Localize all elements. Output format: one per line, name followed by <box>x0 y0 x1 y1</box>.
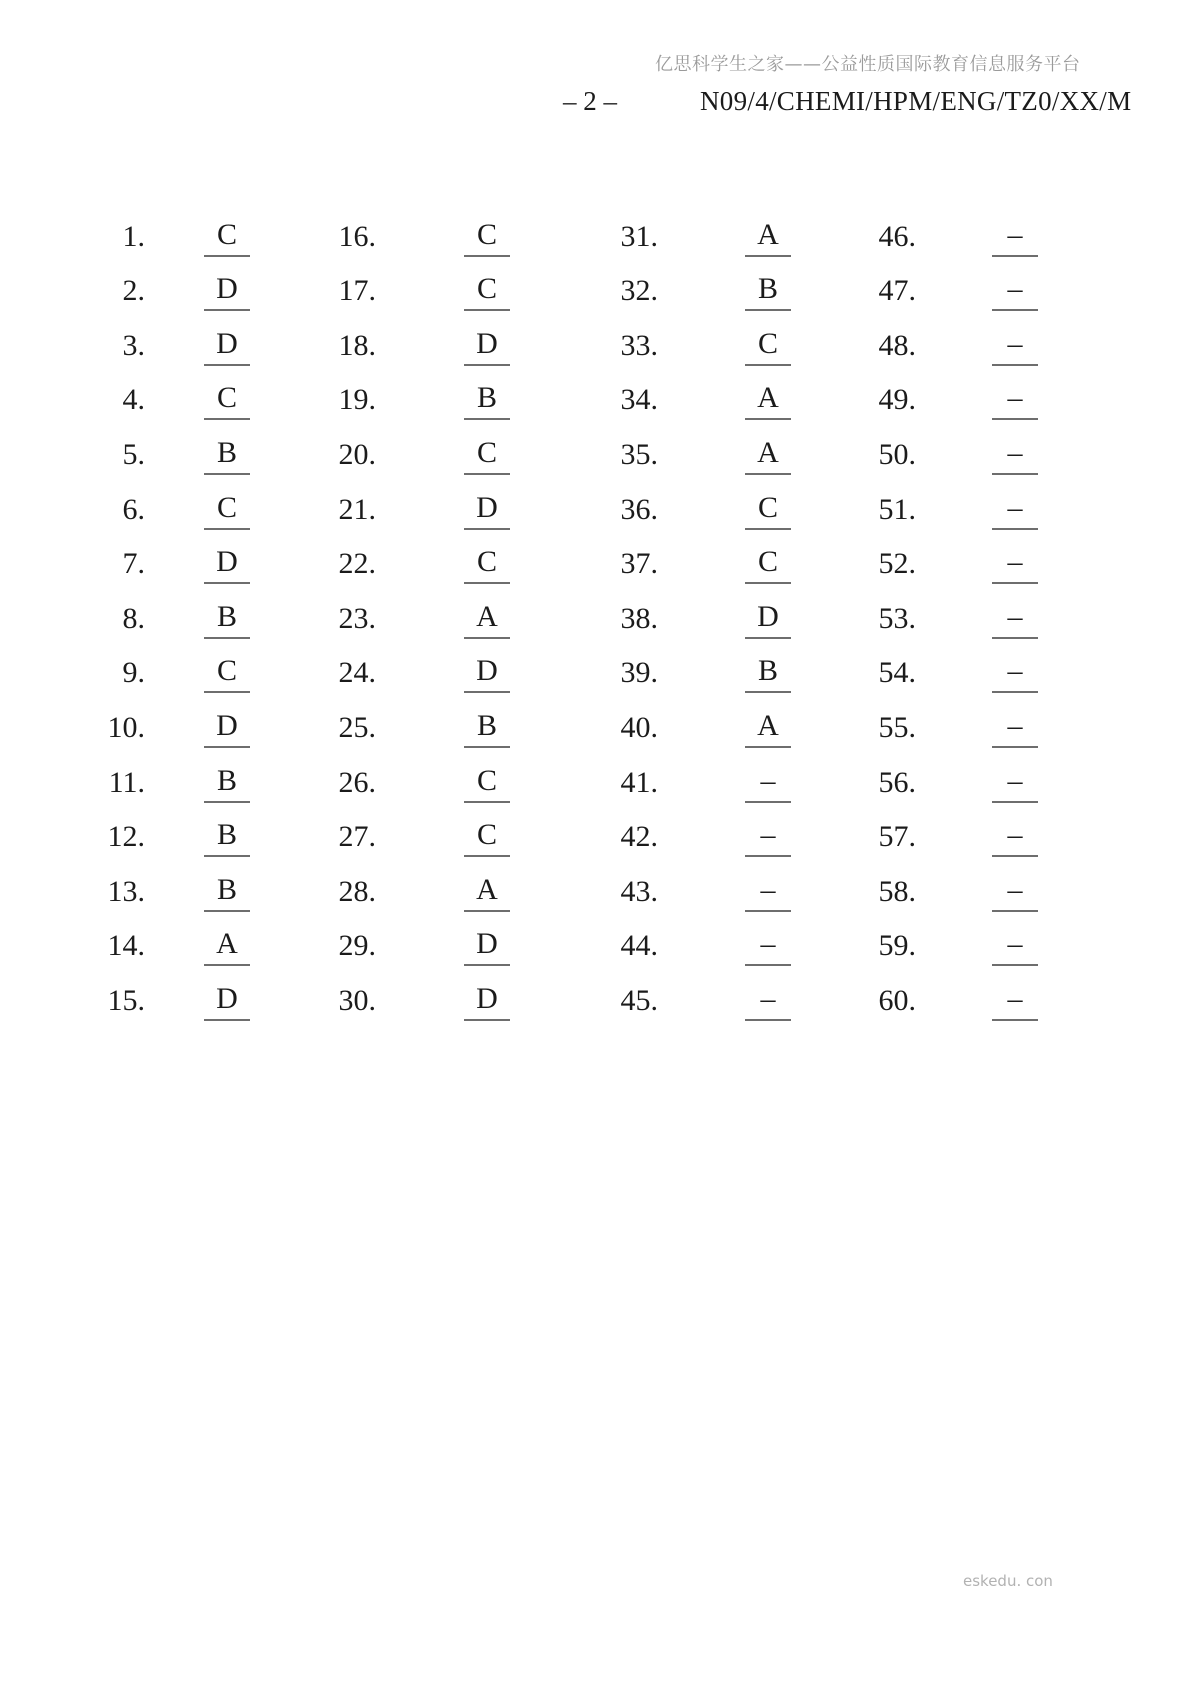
question-number: 52. <box>878 547 916 581</box>
answer-value: B <box>204 600 250 639</box>
answer-value: D <box>464 491 510 530</box>
answer-value: A <box>464 873 510 912</box>
answer-value: D <box>204 272 250 311</box>
answer-value: C <box>745 545 791 584</box>
question-number: 23. <box>338 601 376 635</box>
answer-value: A <box>745 709 791 748</box>
answer-blank: – <box>992 654 1038 693</box>
question-number: 59. <box>878 929 916 963</box>
question-number: 60. <box>878 983 916 1017</box>
answer-blank: – <box>992 491 1038 530</box>
question-number: 32. <box>620 274 658 308</box>
answer-blank: – <box>992 600 1038 639</box>
answer-blank: – <box>745 982 791 1021</box>
question-number: 42. <box>620 820 658 854</box>
answer-value: B <box>745 272 791 311</box>
site-banner: 亿思科学生之家——公益性质国际教育信息服务平台 <box>655 54 1081 75</box>
answer-value: D <box>204 709 250 748</box>
answer-value: B <box>464 381 510 420</box>
answer-value: D <box>464 327 510 366</box>
answer-blank: – <box>992 545 1038 584</box>
question-number: 45. <box>620 983 658 1017</box>
answer-value: D <box>204 327 250 366</box>
answer-value: A <box>464 600 510 639</box>
question-number: 40. <box>620 710 658 744</box>
answer-value: D <box>464 654 510 693</box>
question-number: 29. <box>338 929 376 963</box>
question-number: 17. <box>338 274 376 308</box>
answer-value: A <box>204 927 250 966</box>
answer-value: C <box>464 218 510 257</box>
answer-value: D <box>204 982 250 1021</box>
question-number: 41. <box>620 765 658 799</box>
question-number: 37. <box>620 547 658 581</box>
question-number: 51. <box>878 492 916 526</box>
question-number: 28. <box>338 874 376 908</box>
question-number: 3. <box>122 328 145 362</box>
answer-value: C <box>464 272 510 311</box>
answer-blank: – <box>992 272 1038 311</box>
answer-value: D <box>745 600 791 639</box>
answer-value: B <box>204 873 250 912</box>
question-number: 18. <box>338 328 376 362</box>
question-number: 34. <box>620 383 658 417</box>
answer-value: C <box>204 381 250 420</box>
answer-value: B <box>464 709 510 748</box>
question-number: 21. <box>338 492 376 526</box>
question-number: 56. <box>878 765 916 799</box>
answer-blank: – <box>992 873 1038 912</box>
answer-blank: – <box>745 818 791 857</box>
answer-value: C <box>464 764 510 803</box>
answer-value: B <box>745 654 791 693</box>
answer-blank: – <box>992 327 1038 366</box>
answer-value: A <box>745 381 791 420</box>
question-number: 10. <box>107 710 145 744</box>
question-number: 13. <box>107 874 145 908</box>
question-number: 1. <box>122 219 145 253</box>
question-number: 6. <box>122 492 145 526</box>
question-number: 12. <box>107 820 145 854</box>
answer-blank: – <box>992 764 1038 803</box>
answer-value: D <box>464 927 510 966</box>
answer-blank: – <box>992 436 1038 475</box>
question-number: 48. <box>878 328 916 362</box>
question-number: 14. <box>107 929 145 963</box>
answer-value: B <box>204 818 250 857</box>
answer-value: C <box>745 491 791 530</box>
question-number: 53. <box>878 601 916 635</box>
question-number: 20. <box>338 437 376 471</box>
question-number: 19. <box>338 383 376 417</box>
question-number: 7. <box>122 547 145 581</box>
question-number: 8. <box>122 601 145 635</box>
answer-blank: – <box>992 381 1038 420</box>
question-number: 4. <box>122 383 145 417</box>
answer-blank: – <box>992 709 1038 748</box>
answer-value: A <box>745 218 791 257</box>
answer-blank: – <box>745 927 791 966</box>
question-number: 50. <box>878 437 916 471</box>
question-number: 55. <box>878 710 916 744</box>
answer-value: C <box>204 491 250 530</box>
question-number: 39. <box>620 656 658 690</box>
question-number: 25. <box>338 710 376 744</box>
question-number: 15. <box>107 983 145 1017</box>
answer-blank: – <box>745 764 791 803</box>
answer-value: B <box>204 436 250 475</box>
answer-value: C <box>464 545 510 584</box>
question-number: 44. <box>620 929 658 963</box>
answer-blank: – <box>745 873 791 912</box>
answer-blank: – <box>992 982 1038 1021</box>
question-number: 11. <box>108 765 145 799</box>
question-number: 31. <box>620 219 658 253</box>
question-number: 2. <box>122 274 145 308</box>
question-number: 38. <box>620 601 658 635</box>
answer-value: C <box>464 436 510 475</box>
question-number: 54. <box>878 656 916 690</box>
answer-blank: – <box>992 927 1038 966</box>
question-number: 26. <box>338 765 376 799</box>
question-number: 33. <box>620 328 658 362</box>
question-number: 58. <box>878 874 916 908</box>
question-number: 16. <box>338 219 376 253</box>
answer-value: C <box>745 327 791 366</box>
answer-value: C <box>204 654 250 693</box>
paper-code: N09/4/CHEMI/HPM/ENG/TZ0/XX/M <box>700 86 1132 116</box>
watermark: eskedu. con <box>963 1572 1053 1590</box>
answer-value: B <box>204 764 250 803</box>
answer-blank: – <box>992 218 1038 257</box>
question-number: 57. <box>878 820 916 854</box>
question-number: 36. <box>620 492 658 526</box>
question-number: 30. <box>338 983 376 1017</box>
page-number: – 2 – <box>563 86 617 116</box>
answer-value: A <box>745 436 791 475</box>
answer-blank: – <box>992 818 1038 857</box>
answer-value: C <box>204 218 250 257</box>
question-number: 27. <box>338 820 376 854</box>
question-number: 49. <box>878 383 916 417</box>
question-number: 9. <box>122 656 145 690</box>
question-number: 43. <box>620 874 658 908</box>
answer-value: D <box>204 545 250 584</box>
question-number: 22. <box>338 547 376 581</box>
question-number: 47. <box>878 274 916 308</box>
answer-value: D <box>464 982 510 1021</box>
question-number: 35. <box>620 437 658 471</box>
question-number: 24. <box>338 656 376 690</box>
question-number: 5. <box>122 437 145 471</box>
answer-value: C <box>464 818 510 857</box>
question-number: 46. <box>878 219 916 253</box>
